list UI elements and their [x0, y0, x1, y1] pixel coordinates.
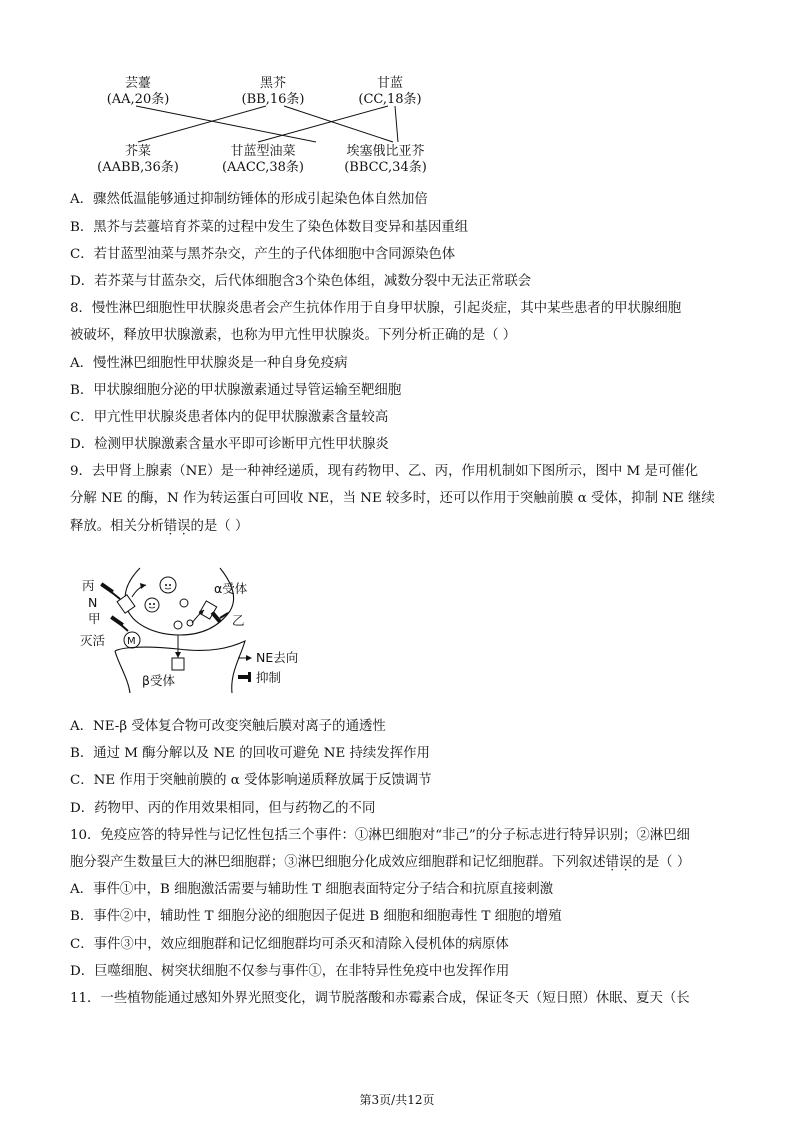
- drug-bing-label: 丙: [82, 578, 95, 593]
- q10-option-d: D．巨噬细胞、树突状细胞不仅参与事件①，在非特异性免疫中也发挥作用: [70, 964, 510, 979]
- species-chromosomes: (AACC,38条): [221, 160, 305, 175]
- species-heijie: [233, 76, 313, 108]
- q8-stem-line1: 8．慢性淋巴细胞性甲状腺炎患者会产生抗体作用于自身甲状腺，引起炎症，其中某些患者的甲状腺细胞: [70, 301, 682, 316]
- q8-option-a: A．慢性淋巴细胞性甲状腺炎是一种自身免疫病: [70, 356, 348, 371]
- species-name: 甘蓝: [376, 76, 403, 91]
- species-chromosomes: (AA,20条): [106, 92, 170, 107]
- q7-option-c: C．若甘蓝型油菜与黑芥杂交，产生的子代体细胞中含同源染色体: [70, 247, 456, 262]
- q11-stem-line1: 11．一些植物能通过感知外界光照变化，调节脱落酸和赤霉素合成，保证冬天（短日照）休眠、夏天（长: [70, 991, 690, 1006]
- q8-option-c: C．甲亢性甲状腺炎患者体内的促甲状腺激素含量较高: [70, 410, 389, 425]
- drug-yi-label: 乙: [232, 613, 245, 628]
- q7-option-d: D．若芥菜与甘蓝杂交，后代体细胞含3个染色体组，减数分裂中无法正常联会: [70, 274, 532, 289]
- species-chromosomes: (CC,18条): [358, 92, 422, 107]
- species-chromosomes: (BB,16条): [241, 92, 305, 107]
- legend-ne-direction: NE去向: [256, 650, 299, 665]
- species-chromosomes: (AABB,36条): [97, 160, 179, 175]
- emphasis-char: 误: [619, 855, 633, 870]
- stem-text: 的是（ ）: [632, 855, 691, 870]
- q10-option-a: A．事件①中，B 细胞激活需要与辅助性 T 细胞表面特定分子结合和抗原直接刺激: [70, 882, 554, 897]
- species-name: 埃塞俄比亚芥: [346, 144, 425, 159]
- q9-stem-line2: 分解 NE 的酶，N 作为转运蛋白可回收 NE，当 NE 较多时，还可以作用于突触前膜 α 受体，抑制 NE 继续: [70, 491, 715, 506]
- species-aisaieluobiyajie: [328, 144, 443, 176]
- q10-option-b: B．事件②中，辅助性 T 细胞分泌的细胞因子促进 B 细胞和细胞毒性 T 细胞的增殖: [70, 909, 562, 924]
- species-yuntai: [98, 76, 178, 108]
- synapse-diagram: [80, 563, 310, 702]
- q7-option-a: A．骤然低温能够通过抑制纺锤体的形成引起染色体自然加倍: [70, 192, 428, 207]
- q10-stem-line1: 10．免疫应答的特异性与记忆性包括三个事件：①淋巴细胞对“非己”的分子标志进行特异识别；②淋巴细: [70, 828, 690, 843]
- q8-option-d: D．检测甲状腺激素含量水平即可诊断甲亢性甲状腺炎: [70, 437, 389, 452]
- emphasis-char: 错: [605, 855, 620, 870]
- species-name: 芸薹: [124, 76, 151, 91]
- emphasis-char: 错: [163, 519, 178, 534]
- species-name: 甘蓝型油菜: [230, 144, 296, 159]
- page-footer: 第3页/共12页: [359, 1093, 435, 1107]
- legend-inhibit: 抑制: [256, 670, 282, 685]
- stem-text: 胞分裂产生数量巨大的淋巴细胞群；③淋巴细胞分化成效应细胞群和记忆细胞群。下列叙述: [70, 855, 606, 870]
- alpha-receptor-label: α受体: [214, 581, 248, 596]
- q9-option-b: B．通过 M 酶分解以及 NE 的回收可避免 NE 持续发挥作用: [70, 746, 430, 761]
- beta-receptor-label: β受体: [142, 673, 175, 688]
- species-chromosomes: (BBCC,34条): [344, 160, 427, 175]
- q8-stem-line2: 被破坏，释放甲状腺激素，也称为甲亢性甲状腺炎。下列分析正确的是（ ）: [70, 328, 517, 343]
- transporter-n-label: N: [88, 595, 98, 610]
- species-name: 黑芥: [259, 76, 286, 91]
- q7-option-b: B．黑芥与芸薹培育芥菜的过程中发生了染色体数目变异和基因重组: [70, 220, 469, 235]
- q9-stem-line3: [70, 518, 248, 536]
- stem-text: 释放。相关分析: [70, 519, 164, 534]
- hybridization-diagram: [88, 70, 448, 180]
- q9-stem-line1: 9．去甲肾上腺素（NE）是一种神经递质，现有药物甲、乙、丙，作用机制如下图所示，图中 M 是可催化: [70, 464, 699, 479]
- q8-option-b: B．甲状腺细胞分泌的甲状腺激素通过导管运输至靶细胞: [70, 383, 402, 398]
- drug-jia-label: 甲: [88, 611, 101, 626]
- q10-option-c: C．事件③中，效应细胞群和记忆细胞群均可杀灭和清除入侵机体的病原体: [70, 937, 509, 952]
- species-ganlan: [350, 76, 430, 108]
- q9-option-c: C．NE 作用于突触前膜的 α 受体影响递质释放属于反馈调节: [70, 773, 432, 788]
- q9-option-a: A．NE-β 受体复合物可改变突触后膜对离子的通透性: [70, 719, 386, 734]
- synapse-drawing: [80, 563, 310, 698]
- species-name: 芥菜: [124, 144, 151, 159]
- inactivate-label: 灭活: [80, 633, 106, 648]
- species-ganlanxing-youcai: [213, 144, 313, 176]
- q10-stem-line2: [70, 854, 690, 872]
- species-jiecai: [88, 144, 188, 176]
- enzyme-m-label: M: [127, 636, 136, 647]
- emphasis-char: 误: [177, 519, 191, 534]
- stem-text: 的是（ ）: [190, 519, 249, 534]
- q9-option-d: D．药物甲、丙的作用效果相同，但与药物乙的不同: [70, 801, 376, 816]
